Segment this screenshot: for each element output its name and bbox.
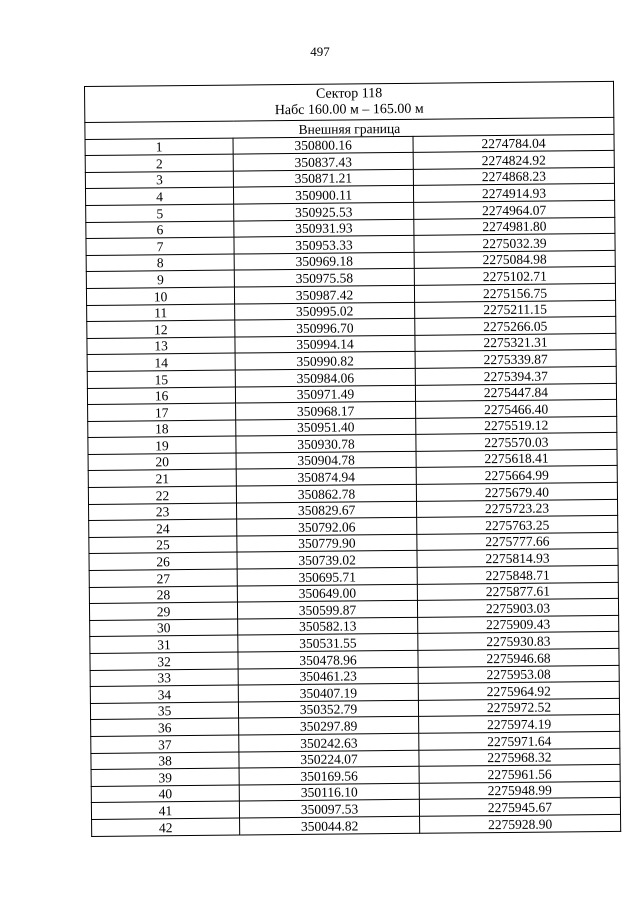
y-coordinate-cell: 2275964.92 — [418, 682, 619, 701]
point-number-cell: 33 — [90, 669, 238, 687]
x-coordinate-cell: 350837.43 — [233, 153, 413, 171]
point-number-cell: 7 — [86, 237, 234, 255]
y-coordinate-cell: 2275339.87 — [415, 350, 616, 369]
y-coordinate-cell: 2275466.40 — [416, 399, 617, 418]
point-number-cell: 32 — [90, 652, 238, 670]
point-number-cell: 31 — [90, 635, 238, 653]
y-coordinate-cell: 2275394.37 — [415, 366, 616, 385]
point-number-cell: 17 — [88, 403, 236, 421]
point-number-cell: 3 — [85, 171, 233, 189]
x-coordinate-cell: 350582.13 — [238, 617, 418, 635]
x-coordinate-cell: 350044.82 — [240, 816, 420, 834]
x-coordinate-cell: 350995.02 — [235, 302, 415, 320]
y-coordinate-cell: 2275679.40 — [416, 482, 617, 501]
y-coordinate-cell: 2275928.90 — [419, 814, 620, 833]
x-coordinate-cell: 350352.79 — [239, 700, 419, 718]
point-number-cell: 39 — [91, 768, 239, 786]
y-coordinate-cell: 2275848.71 — [417, 565, 618, 584]
y-coordinate-cell: 2275777.66 — [417, 532, 618, 551]
x-coordinate-cell: 350874.94 — [236, 468, 416, 486]
point-number-cell: 10 — [86, 287, 234, 305]
point-number-cell: 40 — [91, 785, 239, 803]
x-coordinate-cell: 350829.67 — [237, 501, 417, 519]
point-number-cell: 6 — [86, 221, 234, 239]
y-coordinate-cell: 2275664.99 — [416, 466, 617, 485]
x-coordinate-cell: 350478.96 — [238, 650, 418, 668]
x-coordinate-cell: 350116.10 — [239, 783, 419, 801]
y-coordinate-cell: 2275723.23 — [416, 499, 617, 518]
y-coordinate-cell: 2275968.32 — [419, 748, 620, 767]
point-number-cell: 9 — [86, 270, 234, 288]
x-coordinate-cell: 350649.00 — [237, 584, 417, 602]
y-coordinate-cell: 2275102.71 — [414, 267, 615, 286]
x-coordinate-cell: 350224.07 — [239, 750, 419, 768]
point-number-cell: 28 — [89, 586, 237, 604]
y-coordinate-cell: 2275961.56 — [419, 765, 620, 784]
section-label: Внешняя граница — [85, 117, 614, 139]
y-coordinate-cell: 2275519.12 — [416, 416, 617, 435]
point-number-cell: 21 — [88, 470, 236, 488]
y-coordinate-cell: 2274824.92 — [413, 151, 614, 170]
y-coordinate-cell: 2274914.93 — [413, 184, 614, 203]
point-number-cell: 20 — [88, 453, 236, 471]
x-coordinate-cell: 350599.87 — [238, 601, 418, 619]
x-coordinate-cell: 350871.21 — [233, 169, 413, 187]
x-coordinate-cell: 350971.49 — [236, 385, 416, 403]
x-coordinate-cell: 350984.06 — [235, 368, 415, 386]
point-number-cell: 19 — [88, 436, 236, 454]
point-number-cell: 14 — [87, 353, 235, 371]
y-coordinate-cell: 2275570.03 — [416, 433, 617, 452]
y-coordinate-cell: 2275814.93 — [417, 549, 618, 568]
point-number-cell: 34 — [90, 685, 238, 703]
x-coordinate-cell: 350739.02 — [237, 551, 417, 569]
y-coordinate-cell: 2275266.05 — [415, 317, 616, 336]
y-coordinate-cell: 2275211.15 — [415, 300, 616, 319]
point-number-cell: 24 — [89, 519, 237, 537]
point-number-cell: 11 — [87, 304, 235, 322]
x-coordinate-cell: 350169.56 — [239, 766, 419, 784]
y-coordinate-cell: 2274981.80 — [414, 217, 615, 236]
x-coordinate-cell: 350779.90 — [237, 534, 417, 552]
x-coordinate-cell: 350097.53 — [239, 800, 419, 818]
x-coordinate-cell: 350695.71 — [237, 567, 417, 585]
x-coordinate-cell: 350792.06 — [237, 518, 417, 536]
coordinates-table — [84, 81, 621, 837]
point-number-cell: 15 — [87, 370, 235, 388]
y-coordinate-cell: 2275909.43 — [418, 615, 619, 634]
point-number-cell: 42 — [92, 818, 240, 836]
height-range: Набс 160.00 м – 165.00 м — [274, 101, 424, 119]
sector-title: Сектор 118 — [315, 86, 383, 102]
y-coordinate-cell: 2274964.07 — [414, 200, 615, 219]
y-coordinate-cell: 2275903.03 — [417, 599, 618, 618]
x-coordinate-cell: 350925.53 — [234, 202, 414, 220]
table-body — [85, 81, 621, 836]
x-coordinate-cell: 350968.17 — [236, 401, 416, 419]
y-coordinate-cell: 2275930.83 — [418, 632, 619, 651]
y-coordinate-cell: 2275974.19 — [419, 715, 620, 734]
table-header — [85, 81, 614, 122]
point-number-cell: 23 — [89, 503, 237, 521]
x-coordinate-cell: 350987.42 — [235, 285, 415, 303]
point-number-cell: 36 — [91, 718, 239, 736]
y-coordinate-cell: 2275763.25 — [417, 516, 618, 535]
x-coordinate-cell: 350407.19 — [238, 684, 418, 702]
point-number-cell: 29 — [89, 602, 237, 620]
y-coordinate-cell: 2275618.41 — [416, 449, 617, 468]
x-coordinate-cell: 350904.78 — [236, 451, 416, 469]
page-number: 497 — [310, 44, 330, 59]
coordinates-sheet — [84, 81, 621, 837]
y-coordinate-cell: 2275447.84 — [415, 383, 616, 402]
y-coordinate-cell: 2275948.99 — [419, 781, 620, 800]
y-coordinate-cell: 2275156.75 — [414, 283, 615, 302]
x-coordinate-cell: 350862.78 — [236, 484, 416, 502]
point-number-cell: 5 — [86, 204, 234, 222]
point-number-cell: 13 — [87, 337, 235, 355]
point-number-cell: 25 — [89, 536, 237, 554]
x-coordinate-cell: 350996.70 — [235, 318, 415, 336]
point-number-cell: 2 — [85, 154, 233, 172]
point-number-cell: 38 — [91, 752, 239, 770]
x-coordinate-cell: 350969.18 — [234, 252, 414, 270]
x-coordinate-cell: 350242.63 — [239, 733, 419, 751]
x-coordinate-cell: 350800.16 — [233, 136, 413, 154]
x-coordinate-cell: 350975.58 — [234, 269, 414, 287]
point-number-cell: 16 — [87, 387, 235, 405]
point-number-cell: 8 — [86, 254, 234, 272]
y-coordinate-cell: 2275953.08 — [418, 665, 619, 684]
y-coordinate-cell: 2275877.61 — [417, 582, 618, 601]
x-coordinate-cell: 350461.23 — [238, 667, 418, 685]
table-header-row — [85, 81, 614, 122]
x-coordinate-cell: 350953.33 — [234, 235, 414, 253]
point-number-cell: 1 — [85, 138, 233, 156]
point-number-cell: 26 — [89, 552, 237, 570]
point-number-cell: 12 — [87, 320, 235, 338]
x-coordinate-cell: 350990.82 — [235, 352, 415, 370]
y-coordinate-cell: 2275946.68 — [418, 648, 619, 667]
point-number-cell: 41 — [91, 801, 239, 819]
x-coordinate-cell: 350531.55 — [238, 634, 418, 652]
point-number-cell: 4 — [85, 187, 233, 205]
x-coordinate-cell: 350994.14 — [235, 335, 415, 353]
y-coordinate-cell: 2275945.67 — [419, 798, 620, 817]
point-number-cell: 18 — [88, 420, 236, 438]
y-coordinate-cell: 2274784.04 — [413, 134, 614, 153]
point-number-cell: 35 — [90, 702, 238, 720]
y-coordinate-cell: 2275972.52 — [418, 698, 619, 717]
point-number-cell: 22 — [88, 486, 236, 504]
y-coordinate-cell: 2275032.39 — [414, 234, 615, 253]
y-coordinate-cell: 2275084.98 — [414, 250, 615, 269]
point-number-cell: 37 — [91, 735, 239, 753]
x-coordinate-cell: 350951.40 — [236, 418, 416, 436]
point-number-cell: 27 — [89, 569, 237, 587]
y-coordinate-cell: 2275971.64 — [419, 731, 620, 750]
x-coordinate-cell: 350900.11 — [234, 186, 414, 204]
y-coordinate-cell: 2275321.31 — [415, 333, 616, 352]
x-coordinate-cell: 350297.89 — [239, 717, 419, 735]
x-coordinate-cell: 350930.78 — [236, 435, 416, 453]
point-number-cell: 30 — [90, 619, 238, 637]
x-coordinate-cell: 350931.93 — [234, 219, 414, 237]
y-coordinate-cell: 2274868.23 — [413, 167, 614, 186]
